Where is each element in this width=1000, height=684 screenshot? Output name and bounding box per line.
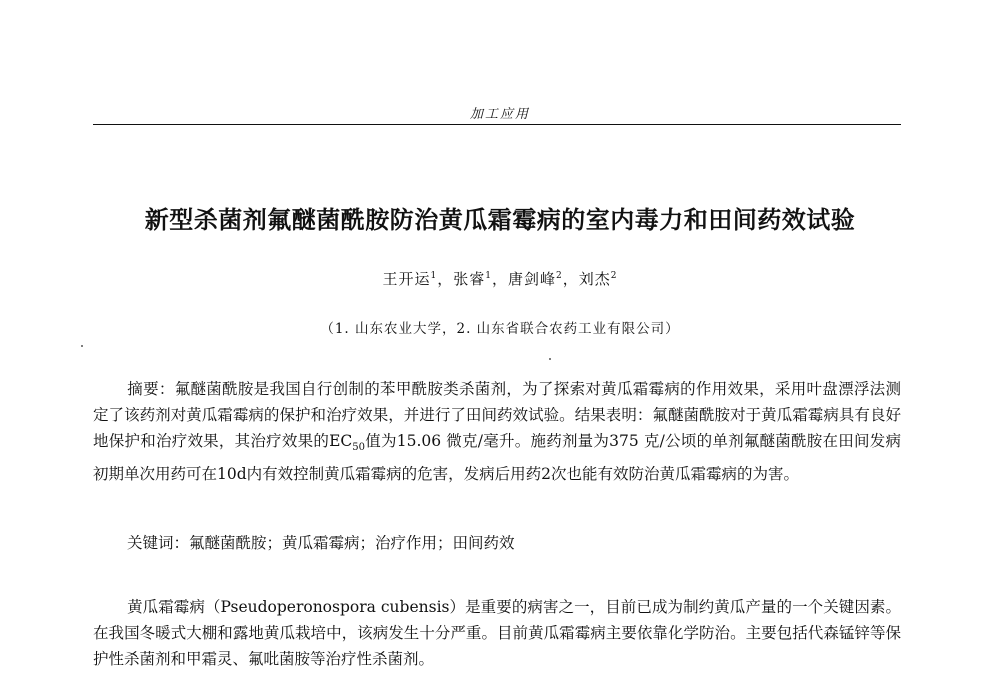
author-name: 刘杰 [578, 270, 611, 288]
scan-speck [549, 358, 551, 360]
abstract-text-part1: 氟醚菌酰胺是我国自行创制的苯甲酰胺类杀菌剂，为了探索对黄瓜霜霉病的作用效果，采用叶盘漂浮法测定了该药剂对黄瓜霜霉病的保护和治疗效果，并进行了田间药效试验。结果表明：氟醚菌酰胺对于黄瓜霜霉病具有良好地保护和治疗效果，其治疗效果的 [93, 380, 901, 450]
affiliation-marker: 2 [610, 271, 618, 281]
author-separator: ， [491, 270, 508, 288]
abstract-paragraph [93, 376, 901, 487]
affiliations: （1. 山东农业大学，2. 山东省联合农药工业有限公司） [320, 321, 680, 337]
affiliation-marker: 1 [430, 271, 438, 281]
intro-text: 黄瓜霜霉病（Pseudoperonospora cubensis）是重要的病害之一，目前已成为制约黄瓜产量的一个关键因素。在我国冬暖式大棚和露地黄瓜栽培中，该病发生十分严重。目前黄瓜霜霉病主要依靠化学防治。主要包括代森锰锌等保护性杀菌剂和甲霜灵、氟吡菌胺等治疗性杀菌剂。 [93, 598, 901, 668]
author-name: 唐剑峰 [508, 270, 557, 288]
abstract-text-part2: 值为15.06 微克/毫升。施药剂量为375 克/公顷的单剂氟醚菌酰胺在田间发病初期单次用药可在10d内有效控制黄瓜霜霉病的危害，发病后用药2次也能有效防治黄瓜霜霉病的为害。 [93, 432, 901, 484]
ec-subscript: 50 [352, 442, 366, 454]
author-name: 张睿 [453, 270, 486, 288]
author-name: 王开运 [382, 270, 431, 288]
author-list [0, 268, 1000, 289]
paper-title: 新型杀菌剂氟醚菌酰胺防治黄瓜霜霉病的室内毒力和田间药效试验 [144, 205, 856, 234]
abstract-label: 摘要： [127, 380, 175, 398]
keywords-paragraph [93, 530, 901, 556]
affiliation-marker: 2 [556, 271, 563, 281]
author-separator: ， [437, 270, 454, 288]
keywords-text: 氟醚菌酰胺；黄瓜霜霉病；治疗作用；田间药效 [189, 534, 515, 552]
author-separator: ， [562, 270, 579, 288]
scan-speck [81, 345, 83, 347]
running-head: 加工应用 [469, 107, 530, 122]
ec-symbol: EC [329, 432, 353, 450]
header-rule [93, 124, 901, 125]
keywords-label: 关键词： [127, 534, 190, 552]
intro-paragraph [93, 594, 901, 672]
affiliation-marker: 1 [485, 271, 492, 281]
